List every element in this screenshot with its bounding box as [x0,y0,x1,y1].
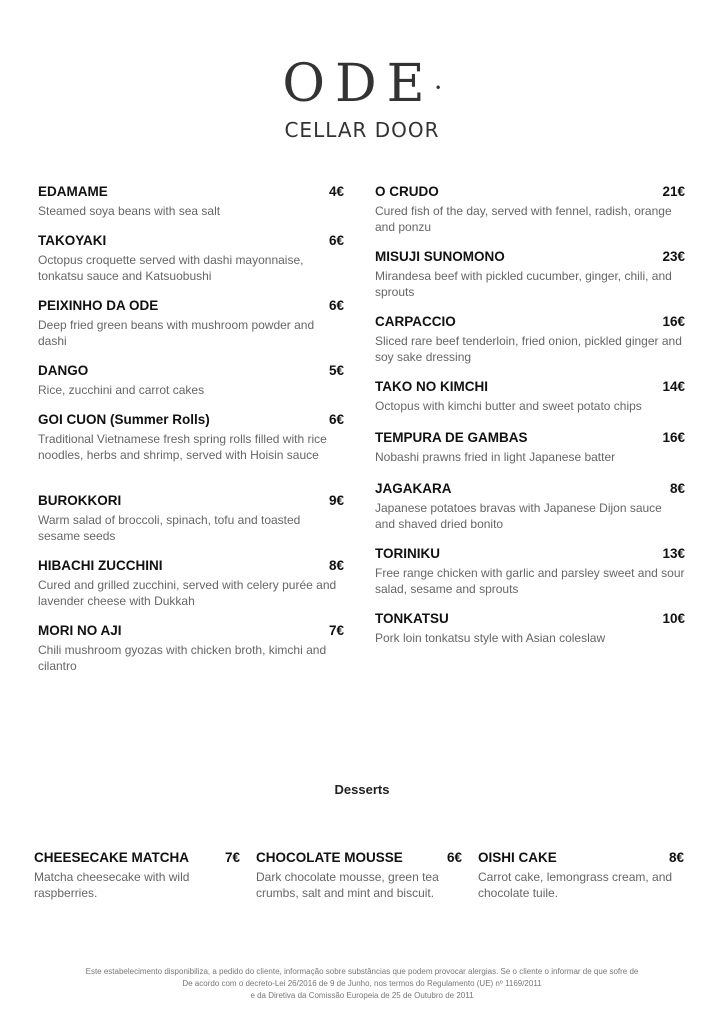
menu-item-price: 14€ [662,379,685,394]
menu-item-description: Free range chicken with garlic and parsley sweet and sour salad, sesame and sprouts [375,566,685,596]
menu-item [38,412,344,482]
menu-item [375,430,685,466]
menu-item [38,558,344,612]
menu-item-name: JAGAKARA [375,481,452,496]
menu-item-name: TAKOYAKI [38,233,107,248]
dessert-name: CHOCOLATE MOUSSE [256,850,403,865]
menu-item-price: 6€ [328,233,344,248]
menu-item-name: TAKO NO KIMCHI [375,379,488,394]
footer-line: Este estabelecimento disponibiliza, a pedido do cliente, informação sobre substâncias que podem provocar alergias. Se o cliente o informar de que sofre de [85,967,639,976]
menu-item [375,314,685,364]
menu-item-description: Pork loin tonkatsu style with Asian coleslaw [375,631,606,645]
menu-item-description: Japanese potatoes bravas with Japanese Dijon sauce and shaved dried bonito [375,501,662,531]
logo-mark [0,54,724,114]
dessert-description: Matcha cheesecake with wild raspberries. [34,870,190,900]
menu-item-name: TEMPURA DE GAMBAS [375,430,528,445]
dessert-name: OISHI CAKE [478,850,557,865]
menu-item [38,233,344,287]
allergen-footer [24,966,700,1002]
menu-item-name: TORINIKU [375,546,441,561]
menu-item [375,611,685,647]
menu-item [375,546,685,596]
menu-item-price: 16€ [662,314,685,329]
menu-item-price: 21€ [662,184,685,199]
menu-item [38,623,344,677]
menu-item-price: 5€ [328,363,344,378]
menu-item-price: 9€ [328,493,344,508]
menu-item-description: Mirandesa beef with pickled cucumber, ginger, chili, and sprouts [375,269,672,299]
menu-item-description: Cured fish of the day, served with fennel, radish, orange and ponzu [375,204,672,234]
dessert-description: Dark chocolate mousse, green tea crumbs, salt and mint and biscuit. [256,870,439,900]
menu-item-name: O CRUDO [375,184,439,199]
menu-item-description: Nobashi prawns fried in light Japanese batter [375,450,616,464]
footer-line: e da Diretiva da Comissão Europeia de 25 de Outubro de 2011 [250,991,474,1000]
dessert-item [256,850,462,901]
menu-item-description: Traditional Vietnamese fresh spring rolls filled with rice noodles, herbs and shrimp, served with Hoisin sauce [38,432,327,462]
menu-item [38,363,344,401]
logo-dot: • [434,81,442,95]
menu-item-price: 6€ [328,298,344,313]
menu-item-description: Octopus croquette served with dashi mayonnaise, tonkatsu sauce and Katsuobushi [38,253,304,283]
brand-subtitle: CELLAR DOOR [284,118,440,142]
menu-item-name: HIBACHI ZUCCHINI [38,558,163,573]
menu-item-name: TONKATSU [375,611,449,626]
menu-item-name: GOI CUON (Summer Rolls) [38,412,210,427]
menu-item-name: DANGO [38,363,89,378]
menu-item-price: 23€ [662,249,685,264]
menu-item [38,184,344,222]
menu-item-price: 4€ [328,184,344,199]
menu-item-name: CARPACCIO [375,314,456,329]
dessert-price: 8€ [668,850,684,865]
menu-item-name: MORI NO AJI [38,623,122,638]
menu-item [375,184,685,234]
footer-line: De acordo com o decreto-Lei 26/2016 de 9 de Junho, nos termos do Regulamento (UE) nº 1169/2011 [182,979,542,988]
menu-item-name: MISUJI SUNOMONO [375,249,505,264]
menu-item-description: Sliced rare beef tenderloin, fried onion, pickled ginger and soy sake dressing [375,334,682,364]
menu-item-name: BUROKKORI [38,493,122,508]
desserts-section [34,850,684,901]
menu-item-description: Chili mushroom gyozas with chicken broth, kimchi and cilantro [38,643,327,673]
menu-item [375,249,685,299]
menu-item-description: Rice, zucchini and carrot cakes [38,383,205,397]
menu-left-column [38,184,344,688]
desserts-heading: Desserts [334,782,390,797]
menu-item [38,493,344,547]
menu-item-price: 8€ [328,558,344,573]
menu-item-description: Steamed soya beans with sea salt [38,204,221,218]
menu-item [375,481,685,531]
menu-item-price: 16€ [662,430,685,445]
menu-item-name: PEIXINHO DA ODE [38,298,159,313]
dessert-price: 7€ [224,850,240,865]
menu-item [375,379,685,415]
menu-item-description: Warm salad of broccoli, spinach, tofu and toasted sesame seeds [38,513,301,543]
menu-item-price: 6€ [328,412,344,427]
menu-item-price: 10€ [662,611,685,626]
menu-item-description: Octopus with kimchi butter and sweet potato chips [375,399,642,413]
dessert-item [34,850,240,901]
menu-item-description: Cured and grilled zucchini, served with celery purée and lavender cheese with Dukkah [38,578,337,608]
dessert-name: CHEESECAKE MATCHA [34,850,190,865]
dessert-item [478,850,684,901]
menu-item-price: 8€ [669,481,685,496]
logo-text: ODE [282,54,435,114]
menu-right-column [375,184,685,662]
dessert-description: Carrot cake, lemongrass cream, and chocolate tuile. [478,870,673,900]
menu-item-description: Deep fried green beans with mushroom powder and dashi [38,318,315,348]
dessert-price: 6€ [446,850,462,865]
menu-item-price: 13€ [662,546,685,561]
menu-item-name: EDAMAME [38,184,108,199]
menu-item [38,298,344,352]
menu-item-price: 7€ [328,623,344,638]
brand-logo [0,54,724,142]
